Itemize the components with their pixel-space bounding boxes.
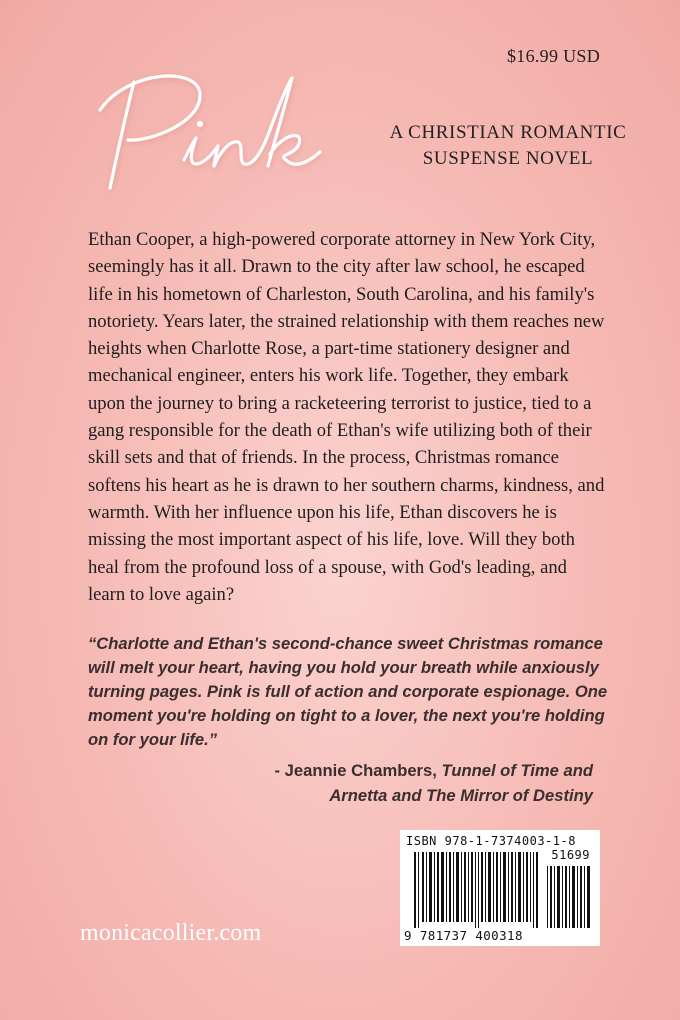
- ean-digits: 9 781737 400318: [404, 928, 523, 943]
- book-title-script: [88, 60, 338, 200]
- review-quote: “Charlotte and Ethan's second-chance sweet Christmas romance will melt your heart, having you hold your breath while anxiously turning pages. Pink is full of action and corporate espionage. One moment you're holding on tight to a lover, the next you're holding on for your life.”: [88, 634, 608, 749]
- subtitle-line-2: SUSPENSE NOVEL: [422, 148, 594, 169]
- review-attribution: [88, 758, 593, 808]
- addon-barcode-bars: [547, 866, 593, 928]
- barcode-addon-code: 51699: [551, 848, 590, 862]
- ean-barcode-bars: [414, 852, 542, 928]
- isbn-number: ISBN 978-1-7374003-1-8: [406, 834, 576, 848]
- review-author: - Jeannie Chambers,: [274, 761, 437, 780]
- subtitle-line-1: A CHRISTIAN ROMANTIC: [389, 122, 627, 143]
- book-blurb: Ethan Cooper, a high-powered corporate attorney in New York City, seemingly has it all. Drawn to the city after law school, he escaped life in his hometown of Charleston, South Carolina, and his family's notoriety. Years later, the strained relationship with them reaches new heights when Charlotte Rose, a part-time stationery designer and mechanical engineer, enters his work life. Together, they embark upon the journey to bring a racketeering terrorist to justice, tied to a gang responsible for the death of Ethan's wife utilizing both of their skill sets and that of friends. In the process, Christmas romance softens his heart as he is drawn to her southern charms, kindness, and warmth. With her influence upon his life, Ethan discovers he is missing the most important aspect of his life, love. Will they both heal from the profound loss of a spouse, with God's leading, and learn to love again?: [88, 229, 605, 605]
- attribution-line-1: [88, 758, 593, 783]
- book-subtitle: [368, 120, 648, 172]
- author-website: monicacollier.com: [80, 920, 262, 946]
- author-work-1: Tunnel of Time and: [441, 761, 593, 780]
- author-work-2: Arnetta and The Mirror of Destiny: [329, 786, 593, 805]
- isbn-barcode: [400, 830, 600, 946]
- price-label: $16.99 USD: [506, 46, 600, 66]
- attribution-line-2: [88, 783, 593, 808]
